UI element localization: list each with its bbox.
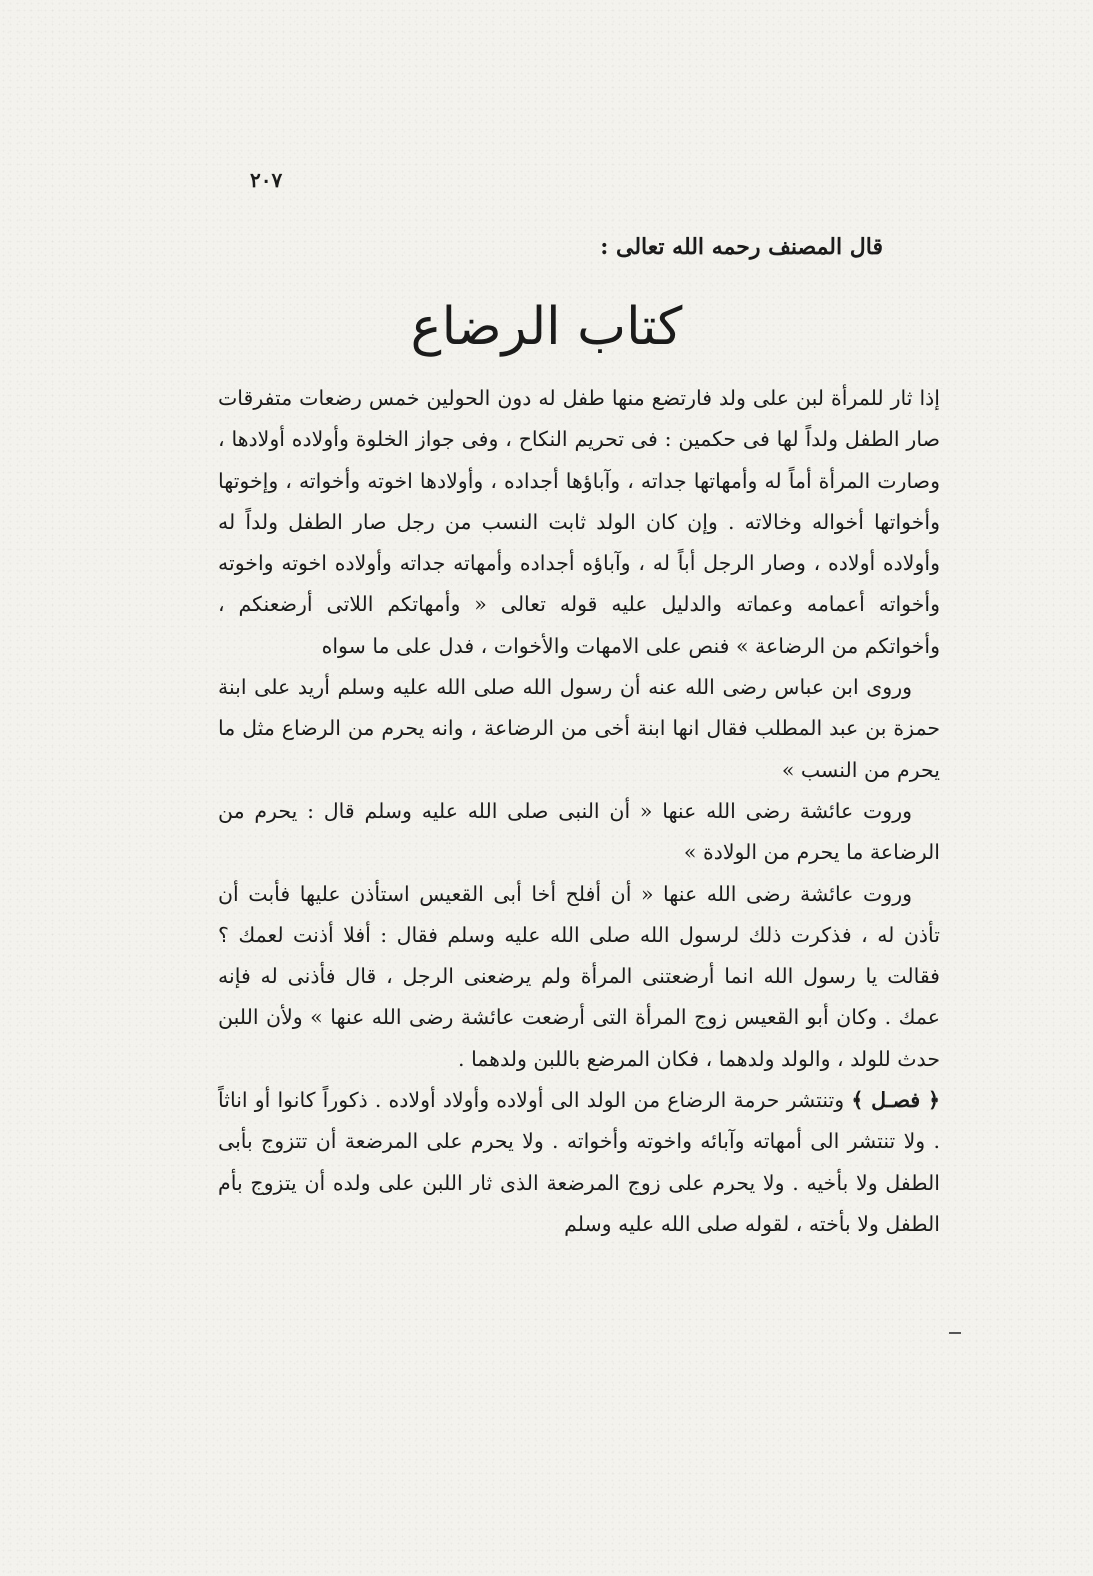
page-number: ٢٠٧ [250, 168, 283, 192]
paragraph-5 [218, 1080, 940, 1245]
chapter-title: كتاب الرضاع [410, 297, 683, 357]
paragraph-5-text: وتنتشر حرمة الرضاع من الولد الى أولاده وأولاد أولاده . ذكوراً كانوا أو اناثاً . ولا تنتشر الى أمهاته وآبائه واخوته وأخواته . ولا يحرم على المرضعة أن تتزوج بأبى الطفل ولا بأخيه . ولا يحرم على زوج المرضعة الذى ثار اللبن على ولده أن يتزوج بأم الطفل ولا بأخته ، لقوله صلى الله عليه وسلم [218, 1088, 940, 1236]
paragraph-3: وروت عائشة رضى الله عنها « أن النبى صلى الله عليه وسلم قال : يحرم من الرضاعة ما يحرم من الولادة » [218, 798, 940, 865]
margin-mark [949, 1332, 961, 1334]
paragraph-1: إذا ثار للمرأة لبن على ولد فارتضع منها طفل له دون الحولين خمس رضعات متفرقات صار الطفل ولداً لها فى حكمين : فى تحريم النكاح ، وفى جواز الخلوة وأولاده أولادها ، وصارت المرأة أماً له وأمهاتها جداته ، وآباؤها أجداده ، وأولادها اخوته وأخواته ، وإخوتها وأخواتها أخواله وخالاته . وإن كان الولد ثابت النسب من رجل صار الطفل ولداً له وأولاده أولاده ، وصار الرجل أباً له ، وآباؤه أجداده وأمهاته جداته وأولاده اخوته واخوته وأخواته أعمامه وعماته والدليل عليه قوله تعالى « وأمهاتكم اللاتى أرضعنكم ، وأخواتكم من الرضاعة » فنص على الامهات والأخوات ، فدل على ما سواه [218, 386, 940, 658]
paragraph-4: وروت عائشة رضى الله عنها « أن أفلح أخا أبى القعيس استأذن عليها فأبت أن تأذن له ، فذكرت ذلك لرسول الله صلى الله عليه وسلم فقال : أفلا أذنت لعمك ؟ فقالت يا رسول الله انما أرضعتنى المرأة ولم يرضعنى الرجل ، قال فأذنى له فإنه عمك . وكان أبو القعيس زوج المرأة التى أرضعت عائشة رضى الله عنها » ولأن اللبن حدث للولد ، والولد ولدهما ، فكان المرضع باللبن ولدهما . [218, 881, 940, 1071]
body-text [218, 378, 940, 1245]
author-line: قال المصنف رحمه الله تعالى : [600, 234, 883, 260]
section-label: ﴿ فصـل ﴾ [851, 1088, 940, 1113]
paragraph-2: وروى ابن عباس رضى الله عنه أن رسول الله صلى الله عليه وسلم أريد على ابنة حمزة بن عبد المطلب فقال انها ابنة أخى من الرضاعة ، وانه يحرم من الرضاع مثل ما يحرم من النسب » [218, 675, 940, 782]
